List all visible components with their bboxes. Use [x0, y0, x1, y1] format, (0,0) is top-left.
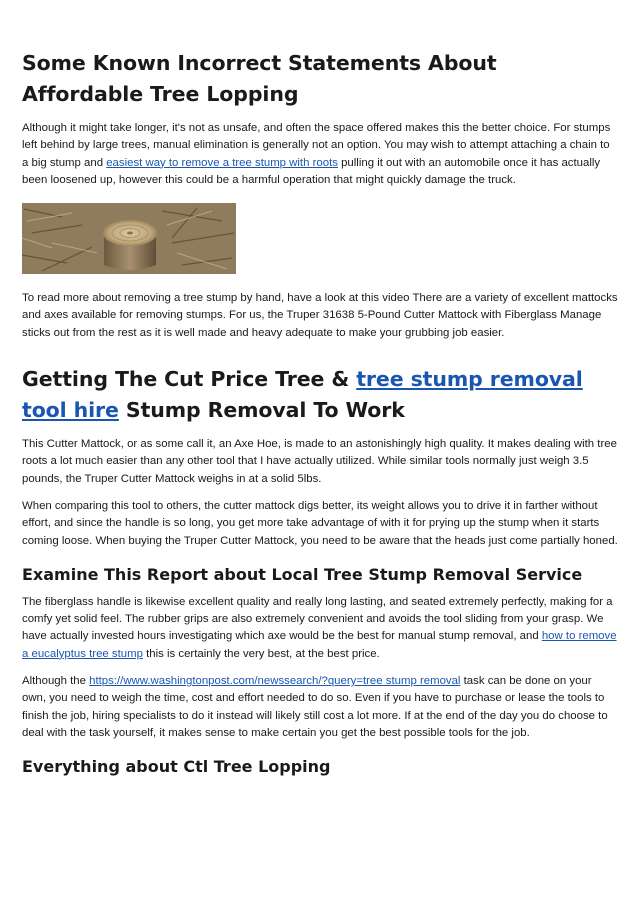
tree-stump-photo: [22, 203, 618, 274]
text-run: Although the: [22, 675, 90, 688]
document-content: [22, 48, 618, 778]
text-run: pulling it out with an automobile once it has actually been loosened up, however this could be a harmful operation that might quickly damage the truck.: [22, 156, 601, 186]
section1-paragraph-1: [22, 120, 618, 189]
heading-run: Stump Removal To Work: [118, 398, 405, 423]
section2-heading: [22, 364, 618, 426]
tree-stump-removal-tool-hire-link[interactable]: tree stump removal tool hire: [22, 367, 583, 423]
eucalyptus-stump-link[interactable]: how to remove a eucalyptus tree stump: [22, 630, 617, 660]
heading-run: Getting The Cut Price Tree &: [22, 367, 357, 392]
section2-paragraph-1: This Cutter Mattock, or as some call it, an Axe Hoe, is made to an astonishingly high quality. It makes dealing with tree roots a lot much easier than any other tool that I have actually utilized. While similar tools normally just weigh 3.5 pounds, the Truper Cutter Mattock weighs in at a solid 5lbs.: [22, 438, 617, 485]
section3-paragraph-2: [22, 673, 618, 742]
easiest-way-link[interactable]: easiest way to remove a tree stump with roots: [106, 156, 338, 169]
section3-paragraph-1: [22, 594, 618, 663]
text-run: Although it might take longer, it's not as unsafe, and often the space offered makes this the better choice. For stumps left behind by large trees, manual elimination is generally not an option. You may wish to attempt attaching a chain to a big stump and: [22, 122, 611, 169]
section3-heading: Examine This Report about Local Tree Stump Removal Service: [22, 564, 583, 584]
text-run: task can be done on your own, you need to weigh the time, cost and effort needed to do so. Even if you have to purchase or lease the tools to finish the job, hiring specialists to do it instead will likely still cost a lot more. If at the end of the day you do choose to deal with the task yourself, it makes sense to make certain you get the best possible tools for the job.: [22, 675, 608, 739]
tree-stump-photo-svg: [22, 203, 236, 274]
washingtonpost-search-link[interactable]: https://www.washingtonpost.com/newssearch/?query=tree stump removal: [89, 675, 461, 688]
text-run: The fiberglass handle is likewise excellent quality and really long lasting, and seated extremely perfectly, making for a comfy yet solid feel. The rubber grips are also extremely convenient and avoids the tool sliding from your grasp. We have actually invested hours investigating which axe would be the best for manual stump removal, and: [22, 595, 613, 643]
text-run: this is certainly the very best, at the best price.: [142, 647, 380, 660]
section4-heading: Everything about Ctl Tree Lopping: [22, 757, 331, 777]
section1-heading: Some Known Incorrect Statements About Affordable Tree Lopping: [22, 51, 497, 106]
section1-paragraph-2: To read more about removing a tree stump by hand, have a look at this video There are a variety of excellent mattocks and axes available for removing stumps. For us, the Truper 31638 5-Pound Cutter Mattock with Fiberglass Manage sticks out from the rest as it is well made and heavy adequate to make your grubbing job easier.: [22, 292, 618, 339]
section2-paragraph-2: When comparing this tool to others, the cutter mattock digs better, its weight allows you to drive it in farther without effort, and since the handle is so long, you get more take advantage of with it for prying up the stump when it starts coming loose. When buying the Truper Cutter Mattock, you need to be aware that the heads just come partially honed.: [22, 499, 618, 547]
